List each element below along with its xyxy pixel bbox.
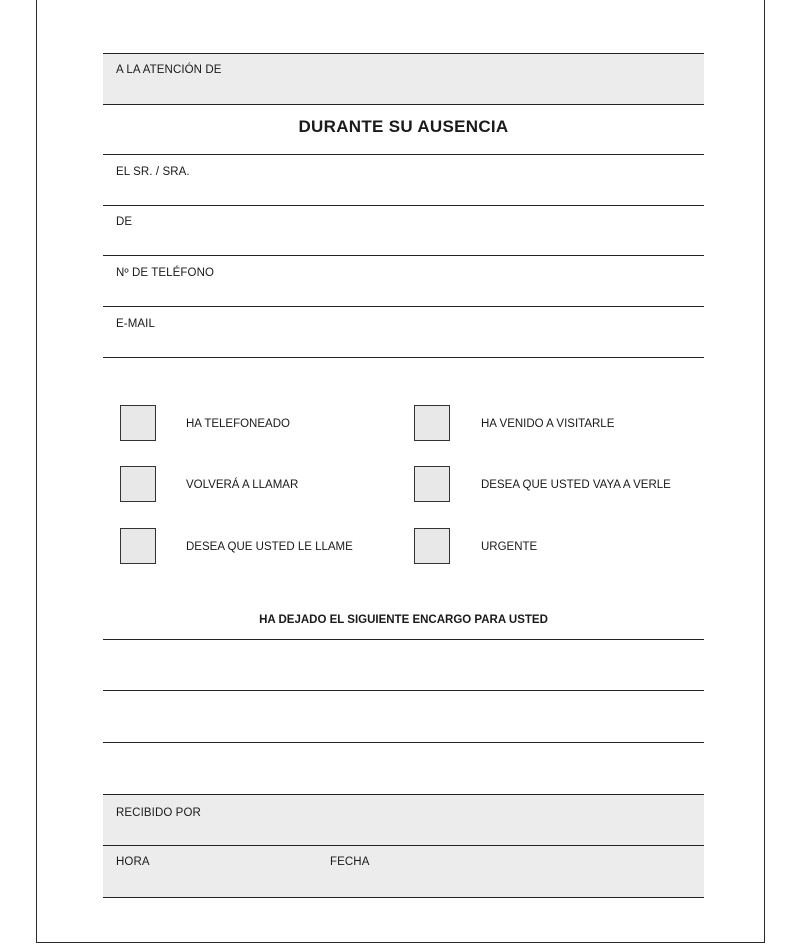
rule-after-de: [103, 255, 704, 256]
checkbox-telefoneado[interactable]: [120, 405, 156, 441]
checkbox-volvera-a-llamar[interactable]: [120, 466, 156, 502]
rule-after-sr-sra: [103, 205, 704, 206]
de-label: DE: [116, 216, 133, 228]
telefono-label: Nº DE TELÉFONO: [116, 267, 215, 279]
message-line-2[interactable]: [103, 690, 704, 691]
checkbox-ha-venido[interactable]: [414, 405, 450, 441]
rule-after-title: [103, 154, 704, 155]
checkbox-vaya-a-verle[interactable]: [414, 466, 450, 502]
rule-top: [103, 53, 704, 54]
visitarle-label: HA VENIDO A VISITARLE: [481, 418, 615, 430]
rule-after-attention: [103, 104, 704, 105]
message-line-3[interactable]: [103, 742, 704, 743]
email-label: E-MAIL: [116, 318, 155, 330]
volvera-label: VOLVERÁ A LLAMAR: [186, 479, 299, 491]
checkbox-urgente[interactable]: [414, 528, 450, 564]
rule-bottom: [103, 897, 704, 898]
attention-field-bg: [103, 54, 704, 104]
sr-sra-label: EL SR. / SRA.: [116, 166, 190, 178]
fecha-label: FECHA: [330, 856, 370, 868]
checkbox-desea-que-le-llame[interactable]: [120, 528, 156, 564]
rule-after-recibido: [103, 845, 704, 846]
form-title: DURANTE SU AUSENCIA: [298, 117, 509, 136]
llame-label: DESEA QUE USTED LE LLAME: [186, 541, 353, 553]
rule-after-email: [103, 357, 704, 358]
rule-after-telefono: [103, 306, 704, 307]
recibido-label: RECIBIDO POR: [116, 807, 201, 819]
verle-label: DESEA QUE USTED VAYA A VERLE: [481, 479, 671, 491]
attention-label: A LA ATENCIÓN DE: [116, 64, 222, 76]
hora-label: HORA: [116, 856, 150, 868]
message-heading: HA DEJADO EL SIGUIENTE ENCARGO PARA USTED: [259, 614, 548, 626]
urgente-label: URGENTE: [481, 541, 538, 553]
telefoneado-label: HA TELEFONEADO: [186, 418, 290, 430]
rule-before-recibido: [103, 794, 704, 795]
message-line-1[interactable]: [103, 639, 704, 640]
